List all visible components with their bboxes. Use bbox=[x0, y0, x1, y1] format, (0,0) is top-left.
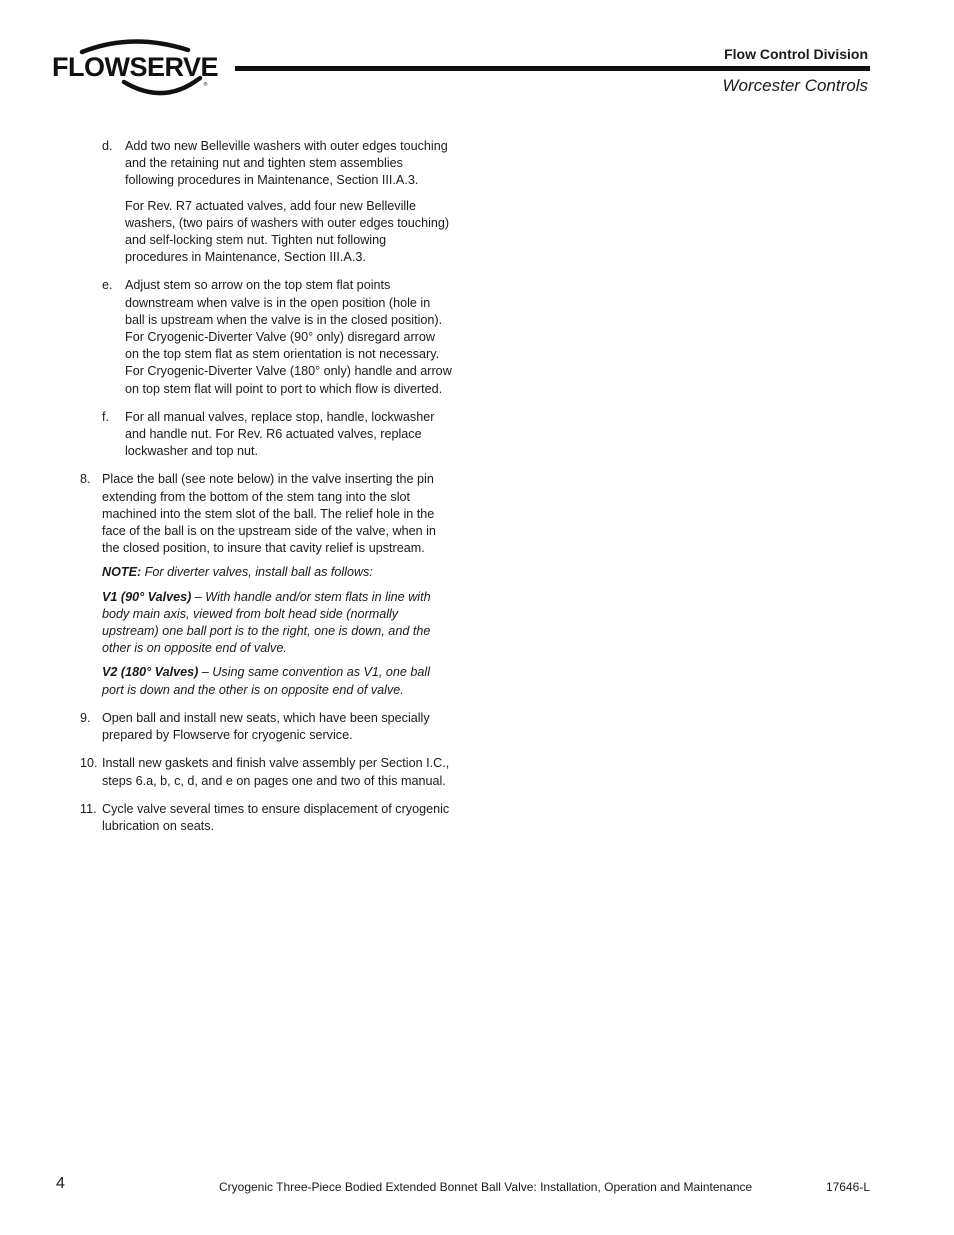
division-name: Flow Control Division bbox=[724, 46, 868, 62]
logo-wordmark: FLOWSERVE bbox=[52, 52, 219, 82]
footer-title: Cryogenic Three-Piece Bodied Extended Bonnet Ball Valve: Installation, Operation and Maintenance bbox=[219, 1180, 753, 1194]
note bbox=[102, 564, 452, 581]
note-label: NOTE: bbox=[102, 565, 142, 580]
note-text: For diverter valves, install ball as follows: bbox=[141, 565, 373, 580]
step-11 bbox=[80, 801, 452, 835]
step-label: d. bbox=[102, 139, 113, 153]
v2-label: V2 (180° Valves) bbox=[102, 665, 199, 680]
step-label: f. bbox=[102, 409, 109, 424]
body-text bbox=[80, 138, 452, 846]
step-10 bbox=[80, 755, 452, 789]
paragraph: Install new gaskets and finish valve assembly per Section I.C., steps 6.a, b, c, d, and e on pages one and two of this manual. bbox=[102, 756, 450, 788]
step-label: 8. bbox=[80, 472, 91, 487]
step-e bbox=[80, 277, 452, 397]
v1-text: – With handle and/or stem flats in line with body main axis, viewed from bolt head side (normally upstream) one ball port is to the right, one is down, and the other is on opposite end of valve. bbox=[102, 589, 431, 656]
step-d bbox=[80, 138, 452, 266]
company-name: Worcester Controls bbox=[722, 76, 868, 95]
step-9 bbox=[80, 710, 452, 744]
paragraph: For Rev. R7 actuated valves, add four new Belleville washers, (two pairs of washers with outer edges touching) and self-locking stem nut. Tighten nut following procedures in Maintenance, Section III.A.3. bbox=[125, 198, 450, 265]
step-label: 11. bbox=[80, 801, 97, 816]
step-label: 9. bbox=[80, 710, 91, 725]
v2-note bbox=[102, 664, 452, 698]
svg-text:®: ® bbox=[203, 82, 208, 88]
paragraph: For all manual valves, replace stop, handle, lockwasher and handle nut. For Rev. R6 actuated valves, replace lockwasher and top nut. bbox=[125, 409, 435, 459]
paragraph: Place the ball (see note below) in the valve inserting the pin extending from the bottom of the stem tang into the slot machined into the stem slot of the ball. The relief hole in the face of the ball is on the upstream side of the valve, when in the closed position, to insure that cavity relief is upstream. bbox=[102, 472, 436, 556]
v1-note bbox=[102, 589, 452, 658]
step-8 bbox=[80, 471, 452, 698]
page-number: 4 bbox=[56, 1175, 65, 1192]
flowserve-logo bbox=[52, 38, 219, 100]
v1-label: V1 (90° Valves) bbox=[102, 589, 192, 604]
v2-text: – Using same convention as V1, one ball port is down and the other is on opposite end of valve. bbox=[102, 665, 431, 697]
step-label: 10. bbox=[80, 756, 98, 771]
paragraph: Open ball and install new seats, which have been specially prepared by Flowserve for cryogenic service. bbox=[102, 710, 430, 743]
header-rule bbox=[235, 66, 870, 71]
paragraph: Adjust stem so arrow on the top stem flat points downstream when valve is in the open position (hole in ball is upstream when the valve is in the closed position). For Cryogenic-Diverter Valve (90° only) disregard arrow on the top stem flat as stem orientation is not necessary. For Cryogenic-Diverter Valve (180° only) handle and arrow on top stem flat will point to port to which flow is diverted. bbox=[125, 278, 452, 396]
paragraph: Cycle valve several times to ensure displacement of cryogenic lubrication on seats. bbox=[102, 801, 450, 833]
step-f bbox=[80, 409, 452, 461]
document-number: 17646-L bbox=[825, 1180, 870, 1194]
step-label: e. bbox=[102, 278, 113, 293]
paragraph: Add two new Belleville washers with outer edges touching and the retaining nut and tighten stem assemblies following procedures in Maintenance, Section III.A.3. bbox=[125, 139, 448, 188]
